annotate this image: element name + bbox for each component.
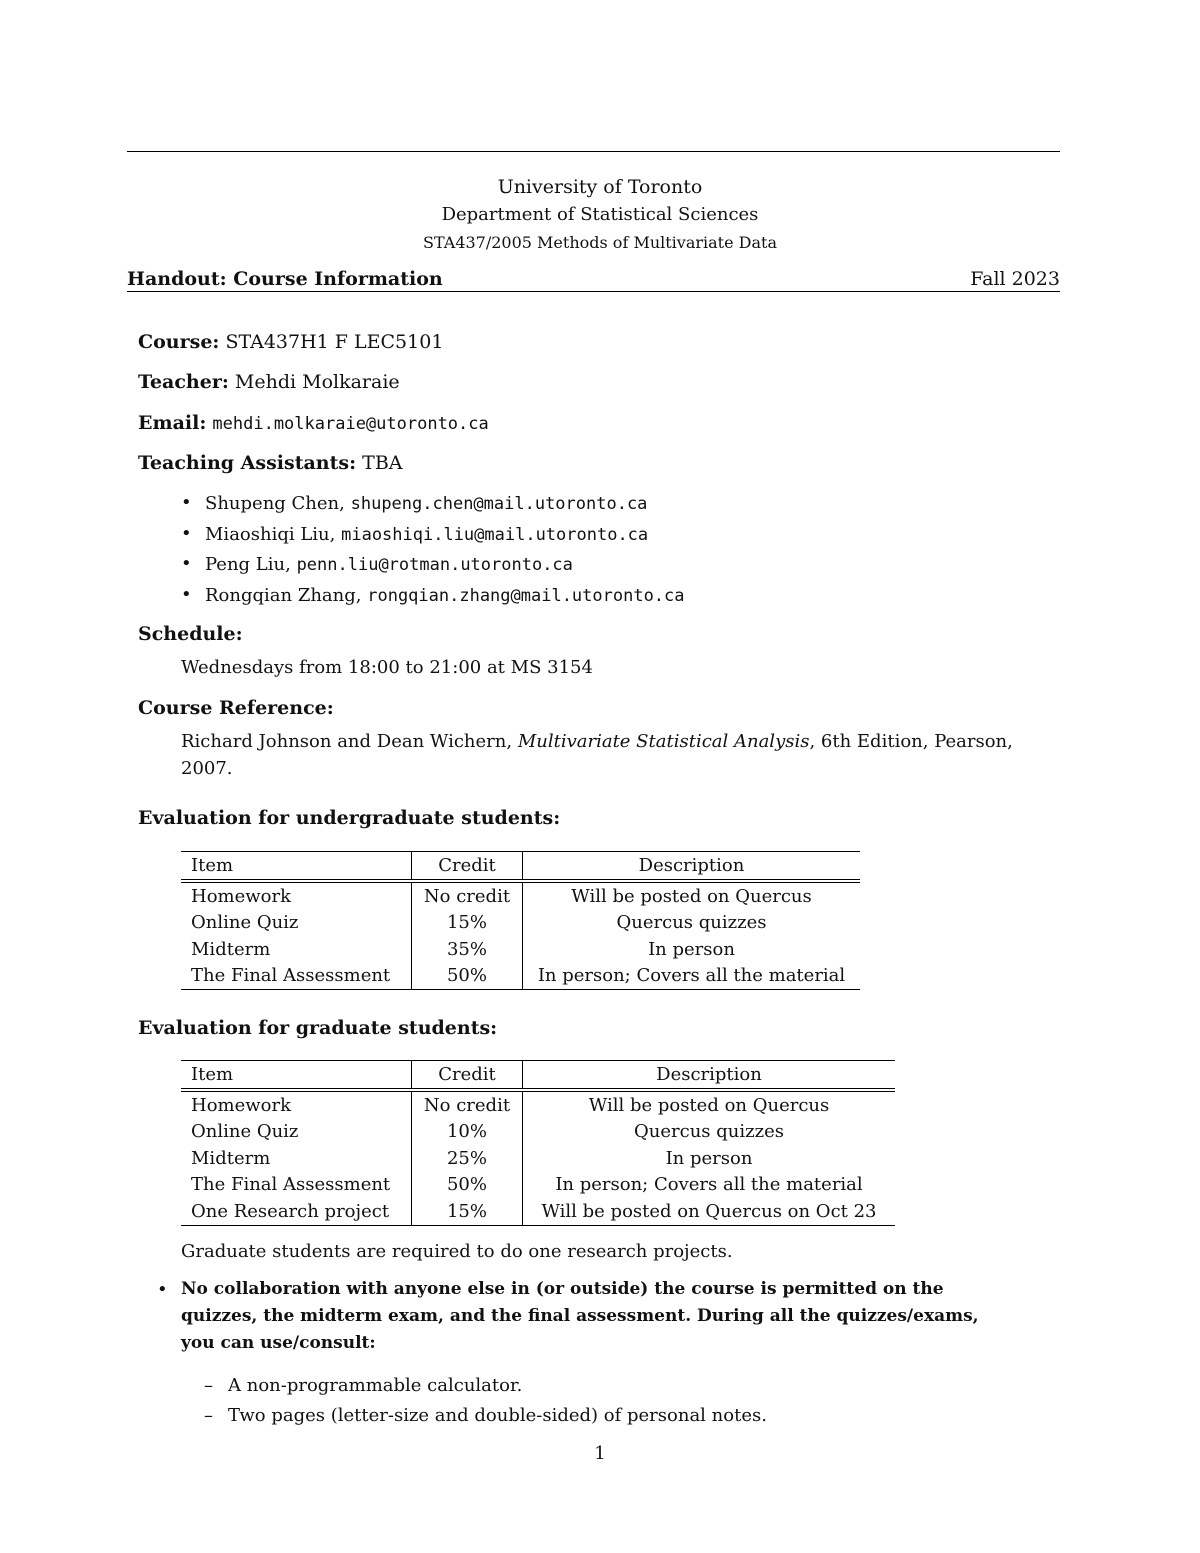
- tas-value: TBA: [362, 452, 403, 474]
- reference-year: 2007.: [181, 758, 233, 779]
- tas-field: [138, 452, 403, 474]
- page-number: 1: [594, 1443, 606, 1464]
- policy-bullet-icon: •: [157, 1279, 168, 1300]
- cell-description: In person; Covers all the material: [537, 965, 846, 987]
- table-row: [181, 963, 860, 990]
- course-title: STA437/2005 Methods of Multivariate Data: [423, 233, 777, 252]
- list-item: [205, 554, 685, 585]
- undergrad-heading: Evaluation for undergraduate students:: [138, 807, 561, 829]
- department-name: Department of Statistical Sciences: [441, 204, 759, 225]
- table-row: [181, 1198, 895, 1225]
- cell-description: In person: [648, 938, 735, 960]
- col-item: Item: [181, 852, 412, 882]
- cell-credit: 50%: [412, 1172, 523, 1199]
- teacher-field: [138, 371, 400, 393]
- cell-description: In person; Covers all the material: [555, 1174, 863, 1196]
- reference-rest: , 6th Edition, Pearson,: [809, 731, 1013, 752]
- cell-credit: 15%: [412, 1198, 523, 1225]
- ta-name: Miaoshiqi Liu,: [205, 523, 336, 545]
- schedule-label: Schedule:: [138, 623, 243, 645]
- cell-item: Midterm: [181, 936, 412, 963]
- cell-description: Quercus quizzes: [634, 1121, 784, 1143]
- ta-name: Peng Liu,: [205, 554, 291, 575]
- ta-email[interactable]: penn.liu@rotman.utoronto.ca: [296, 555, 573, 575]
- table-row: [181, 910, 860, 937]
- table-row: [181, 936, 860, 963]
- graduate-heading: Evaluation for graduate students:: [138, 1017, 498, 1039]
- table-row: [181, 1145, 895, 1172]
- cell-credit: 10%: [412, 1119, 523, 1146]
- cell-description: Quercus quizzes: [616, 912, 767, 934]
- teacher-value: Mehdi Molkaraie: [234, 371, 400, 393]
- table-row: [181, 1172, 895, 1199]
- allowed-list: [228, 1375, 767, 1435]
- cell-item: One Research project: [181, 1198, 412, 1225]
- reference-book: Multivariate Statistical Analysis: [517, 731, 810, 752]
- cell-item: Online Quiz: [181, 1119, 412, 1146]
- col-credit: Credit: [412, 1061, 523, 1091]
- ta-email[interactable]: shupeng.chen@mail.utoronto.ca: [350, 494, 648, 514]
- email-value[interactable]: mehdi.molkaraie@utoronto.ca: [212, 414, 489, 434]
- university-name: University of Toronto: [497, 176, 703, 198]
- ta-email[interactable]: rongqian.zhang@mail.utoronto.ca: [367, 585, 685, 606]
- ta-name: Shupeng Chen,: [205, 493, 345, 514]
- cell-item: Homework: [181, 881, 412, 910]
- cell-item: The Final Assessment: [181, 1172, 412, 1199]
- course-value: STA437H1 F LEC5101: [225, 331, 444, 353]
- top-rule: [127, 151, 1060, 152]
- cell-description: Will be posted on Quercus: [571, 885, 812, 907]
- policy-line-1: No collaboration with anyone else in (or outside) the course is permitted on the: [181, 1279, 944, 1299]
- col-item: Item: [181, 1061, 412, 1091]
- schedule-text: Wednesdays from 18:00 to 21:00 at MS 3154: [181, 657, 593, 678]
- table-row: [181, 881, 860, 910]
- ta-email[interactable]: miaoshiqi.liu@mail.utoronto.ca: [341, 524, 649, 545]
- cell-credit: 50%: [412, 963, 523, 990]
- cell-description: Will be posted on Quercus: [588, 1094, 830, 1116]
- course-label: Course:: [138, 331, 220, 353]
- list-item: [205, 493, 685, 524]
- cell-credit: 25%: [412, 1145, 523, 1172]
- reference-text: [181, 731, 1061, 752]
- list-item: – A non-programmable calculator.: [228, 1375, 767, 1405]
- ta-list: [205, 493, 685, 615]
- cell-description: Will be posted on Quercus on Oct 23: [541, 1200, 877, 1222]
- policy-line-2: quizzes, the midterm exam, and the final assessment. During all the quizzes/exams,: [181, 1306, 979, 1326]
- table-header-row: [181, 1061, 895, 1091]
- term: Fall 2023: [970, 268, 1060, 290]
- teacher-label: Teacher:: [138, 371, 229, 393]
- policy-line-3: you can use/consult:: [181, 1333, 376, 1353]
- undergrad-table: [181, 851, 860, 990]
- tas-label: Teaching Assistants:: [138, 452, 357, 474]
- course-field: [138, 331, 443, 353]
- table-row: [181, 1090, 895, 1119]
- list-item: [205, 524, 685, 555]
- table-header-row: [181, 852, 860, 882]
- reference-label: Course Reference:: [138, 697, 334, 719]
- handout-title: Handout: Course Information: [127, 268, 443, 290]
- col-description: Description: [638, 855, 745, 876]
- list-item: – Two pages (letter-size and double-sided) of personal notes.: [228, 1405, 767, 1435]
- cell-description: In person: [665, 1147, 753, 1169]
- cell-credit: No credit: [412, 1090, 523, 1119]
- ta-name: Rongqian Zhang,: [205, 584, 362, 606]
- graduate-table: [181, 1060, 895, 1226]
- cell-credit: 35%: [412, 936, 523, 963]
- list-item: [205, 585, 685, 616]
- cell-item: The Final Assessment: [181, 963, 412, 990]
- col-description: Description: [656, 1064, 762, 1085]
- cell-item: Midterm: [181, 1145, 412, 1172]
- table-row: [181, 1119, 895, 1146]
- cell-credit: 15%: [412, 910, 523, 937]
- handout-rule: [127, 291, 1060, 292]
- col-credit: Credit: [412, 852, 523, 882]
- email-label: Email:: [138, 412, 207, 434]
- cell-credit: No credit: [412, 881, 523, 910]
- graduate-note: Graduate students are required to do one research projects.: [181, 1241, 733, 1262]
- reference-authors: Richard Johnson and Dean Wichern,: [181, 731, 513, 752]
- cell-item: Online Quiz: [181, 910, 412, 937]
- cell-item: Homework: [181, 1090, 412, 1119]
- email-field: [138, 412, 489, 434]
